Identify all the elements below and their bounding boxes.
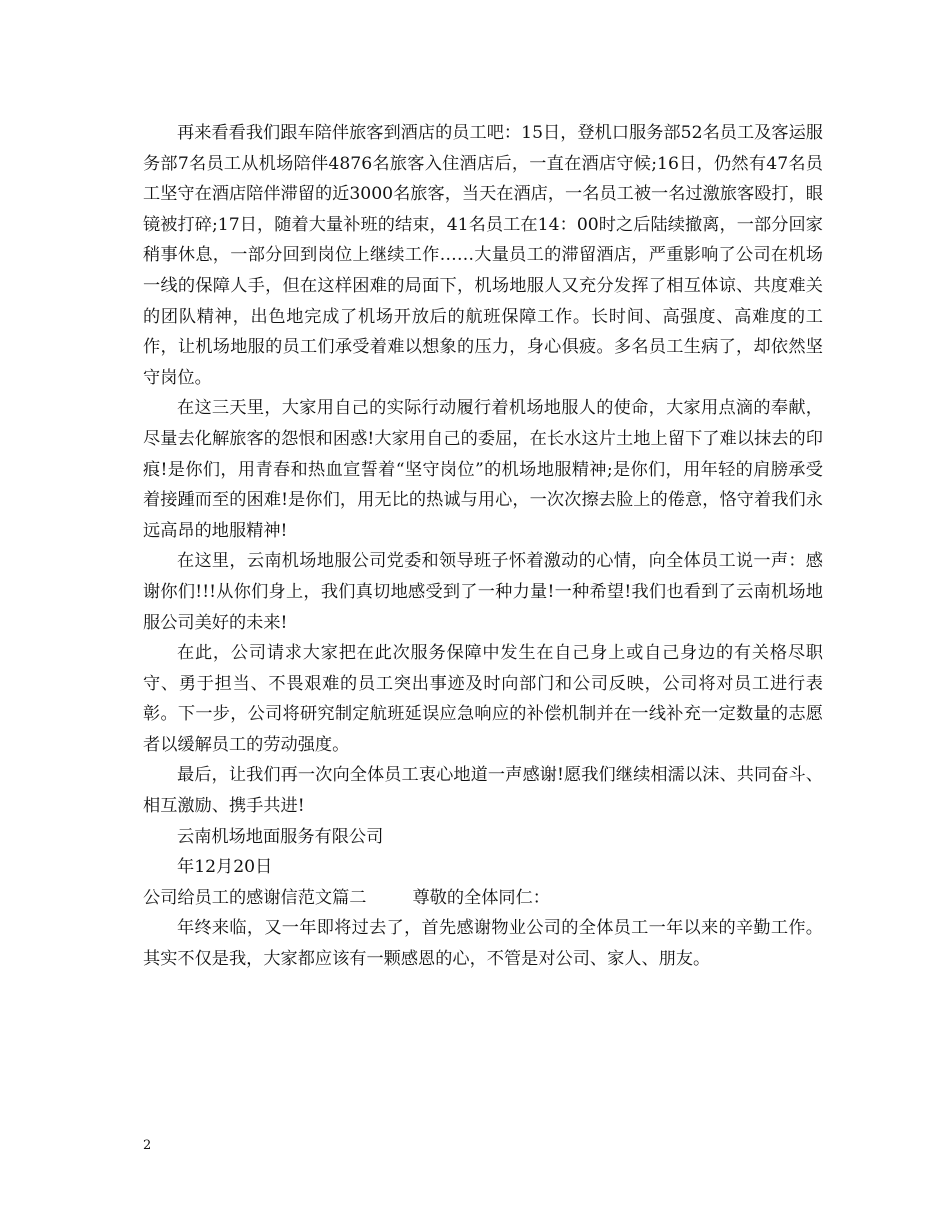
- document-body: [143, 118, 823, 975]
- section-title: 公司给员工的感谢信范文篇二: [143, 887, 367, 908]
- page-number: 2: [143, 1138, 152, 1153]
- salutation: 尊敬的全体同仁：: [412, 887, 550, 908]
- paragraph-thanks: 在这里，云南机场地服公司党委和领导班子怀着激动的心情，向全体员工说一声：感谢你们!!!从你们身上，我们真切地感受到了一种力量!一种希望!我们也看到了云南机场地服公司美好的未来!: [143, 551, 823, 633]
- paragraph-year-end: 年终来临，又一年即将过去了，首先感谢物业公司的全体员工一年以来的辛勤工作。其实不仅是我，大家都应该有一颗感恩的心，不管是对公司、家人、朋友。: [143, 918, 823, 970]
- paragraph-three-days: 在这三天里，大家用自己的实际行动履行着机场地服人的使命，大家用点滴的奉献，尽量去化解旅客的怨恨和困惑!大家用自己的委屈，在长水这片土地上留下了难以抹去的印痕!是你们，用青春和热血宣誓着“坚守岗位”的机场地服精神;是你们，用年轻的肩膀承受着接踵而至的困难!是你们，用无比的热诚与用心，一次次擦去脸上的倦意，恪守着我们永远高昂的地服精神!: [143, 398, 823, 541]
- paragraph-hotel-staff: 再来看看我们跟车陪伴旅客到酒店的员工吧：15日，登机口服务部52名员工及客运服务部7名员工从机场陪伴4876名旅客入住酒店后，一直在酒店守候;16日，仍然有47名员工坚守在酒店陪伴滞留的近3000名旅客，当天在酒店，一名员工被一名过激旅客殴打，眼镜被打碎;17日，随着大量补班的结束，41名员工在14：00时之后陆续撤离，一部分回家稍事休息，一部分回到岗位上继续工作……大量员工的滞留酒店，严重影响了公司在机场一线的保障人手，但在这样困难的局面下，机场地服人又充分发挥了相互体谅、共度难关的团队精神，出色地完成了机场开放后的航班保障工作。长时间、高强度、高难度的工作，让机场地服的员工们承受着难以想象的压力，身心俱疲。多名员工生病了，却依然坚守岗位。: [143, 123, 823, 388]
- signature-company: 云南机场地面服务有限公司: [177, 826, 384, 847]
- paragraph-closing: 最后，让我们再一次向全体员工衷心地道一声感谢!愿我们继续相濡以沫、共同奋斗、相互激励、携手共进!: [143, 765, 823, 817]
- signature-date: 年12月20日: [177, 857, 273, 878]
- section-heading-line: [143, 883, 823, 914]
- paragraph-commendation: 在此，公司请求大家把在此次服务保障中发生在自己身上或自己身边的有关格尽职守、勇于担当、不畏艰难的员工突出事迹及时向部门和公司反映，公司将对员工进行表彰。下一步，公司将研究制定航班延误应急响应的补偿机制并在一线补充一定数量的志愿者以缓解员工的劳动强度。: [143, 643, 823, 755]
